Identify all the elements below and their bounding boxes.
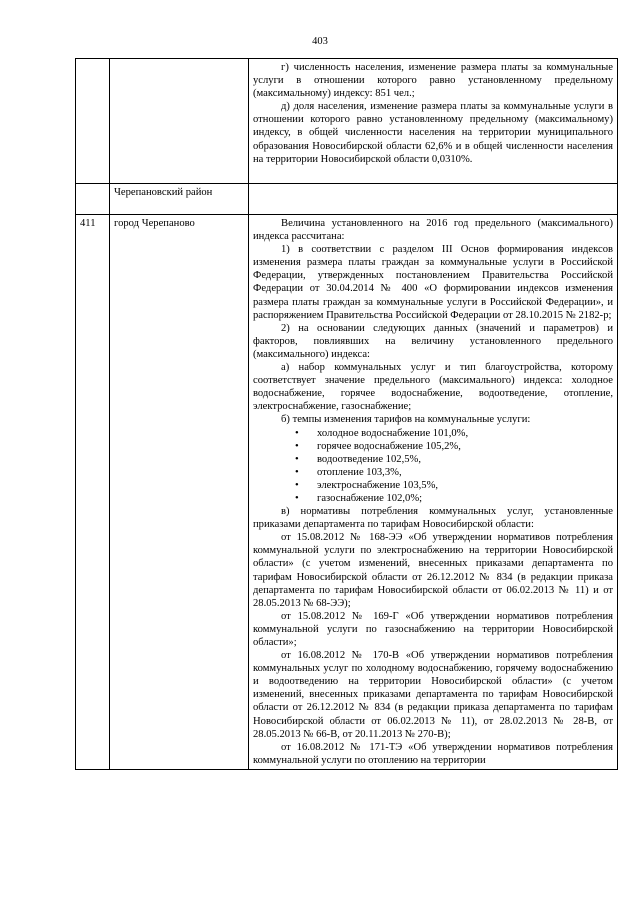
paragraph: а) набор коммунальных услуг и тип благоустройства, которому соответствует значение предельного (максимального) индекса: холодное водоснабжение, горячее водоснабжение, водоотведение, отопление, электроснабжение, газоснабжение; [253,362,613,413]
description-cell [249,215,618,770]
description-cell [249,59,618,184]
bullet-text: холодное водоснабжение 101,0%, [317,427,469,439]
page-number: 403 [312,36,328,47]
paragraph: б) темпы изменения тарифов на коммунальные услуги: [281,414,531,426]
district-name-cell: Черепановский район [110,184,249,215]
bullet-item [253,453,613,466]
paragraph: от 15.08.2012 № 169-Г «Об утверждении нормативов потребления коммунальной услуги по газоснабжению на территории Новосибирской области»; [253,610,613,648]
bullet-text: электроснабжение 103,5%, [317,479,439,491]
bullet-icon: • [295,466,299,478]
bullet-text: водоотведение 102,5%, [317,453,421,465]
paragraph: д) доля населения, изменение размера платы за коммунальные услуги в отношении которого равно установленному предельному (максимальному) индексу, в общей численности населения на территории муниципального образования Новосибирской области 62,6% и в общей численности населения на территории Новосибирской области 0,0310%. [253,101,613,165]
bullet-icon: • [295,427,299,439]
paragraph: от 16.08.2012 № 170-В «Об утверждении нормативов потребления коммунальных услуг по холодному водоснабжению, горячему водоснабжению и водоотведению на территории Новосибирской области» (с учетом изменений, внесенных приказами департамента по тарифам Новосибирской области от 26.12.2012 № 834 (в редакции приказа департамента по тарифам Новосибирской области от 06.02.2013 № 11), от 28.02.2013 № 28-В, от 28.05.2013 № 66-В, от 20.11.2013 № 270-В); [253,650,613,740]
row-number-cell [76,59,110,184]
bullet-item [253,479,613,492]
municipal-index-table [75,58,618,770]
row-number-cell [76,184,110,215]
paragraph: от 15.08.2012 № 168-ЭЭ «Об утверждении нормативов потребления коммунальной услуги по электроснабжению на территории Новосибирской области» (с учетом изменений, внесенных приказами департамента по тарифам Новосибирской области от 26.12.2012 № 834 (в редакции приказа департамента по тарифам Новосибирской области от 06.02.2013 № 11) и от 28.05.2013 № 68-ЭЭ); [253,532,613,609]
municipality-name-cell [110,59,249,184]
paragraph: в) нормативы потребления коммунальных услуг, установленные приказами департамента по тарифам Новосибирской области: [253,506,613,531]
bullet-icon: • [295,492,299,504]
bullet-item [253,466,613,479]
bullet-item [253,440,613,453]
row-number-cell: 411 [76,215,110,770]
table-row [76,215,618,770]
paragraph: 2) на основании следующих данных (значений и параметров) и факторов, повлиявших на величину установленного предельного (максимального) индекса: [253,322,613,360]
table-row [76,59,618,184]
municipality-name-cell: город Черепаново [110,215,249,770]
bullet-icon: • [295,453,299,465]
paragraph: 1) в соответствии с разделом III Основ формирования индексов изменения размера платы граждан за коммунальные услуги в Российской Федерации, утвержденных постановлением Правительства Российской Федерации от 30.04.2014 № 400 «О формировании индексов изменения размера платы граждан за коммунальные услуги в Российской Федерации», и распоряжением Правительства Российской Федерации от 28.10.2015 № 2182-р; [253,244,613,321]
paragraph: от 16.08.2012 № 171-ТЭ «Об утверждении нормативов потребления коммунальной услуги по отоплению на территории [253,741,613,766]
bullet-icon: • [295,440,299,452]
bullet-icon: • [295,479,299,491]
bullet-text: отопление 103,3%, [317,466,402,478]
bullet-item [253,427,613,440]
table-row [76,184,618,215]
bullet-text: газоснабжение 102,0%; [317,492,423,504]
description-cell [249,184,618,215]
paragraph: г) численность населения, изменение размера платы за коммунальные услуги в отношении которого равно установленному предельному (максимальному) индексу: 851 чел.; [253,62,613,100]
bullet-item [253,492,613,505]
paragraph: Величина установленного на 2016 год предельного (максимального) индекса рассчитана: [253,218,613,243]
bullet-text: горячее водоснабжение 105,2%, [317,440,461,452]
